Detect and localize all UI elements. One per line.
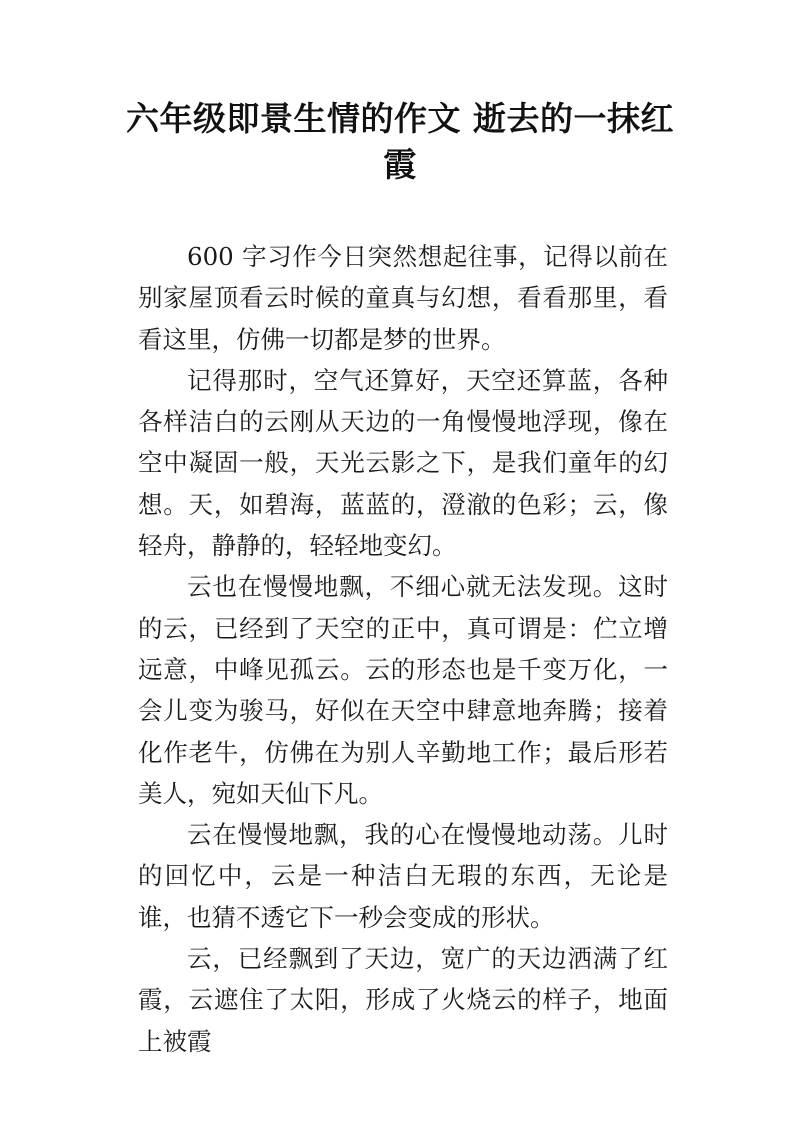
paragraph-1: 600 字习作今日突然想起往事，记得以前在别家屋顶看云时候的童真与幻想，看看那里，看看这里，仿佛一切都是梦的世界。 xyxy=(138,242,668,354)
document-body xyxy=(138,236,668,1062)
paragraph-5: 云，已经飘到了天边，宽广的天边洒满了红霞，云遮住了太阳，形成了火烧云的样子，地面上被霞 xyxy=(138,944,668,1056)
document-title: 六年级即景生情的作文 逝去的一抹红霞 xyxy=(126,99,674,184)
paragraph-3: 云也在慢慢地飘，不细心就无法发现。这时的云，已经到了天空的正中，真可谓是：伫立增远意，中峰见孤云。云的形态也是千变万化，一会儿变为骏马，好似在天空中肆意地奔腾；接着化作老牛，仿佛在为别人辛勤地工作；最后形若美人，宛如天仙下凡。 xyxy=(138,572,668,808)
paragraph-4: 云在慢慢地飘，我的心在慢慢地动荡。儿时的回忆中，云是一种洁白无瑕的东西，无论是谁，也猜不透它下一秒会变成的形状。 xyxy=(138,820,668,932)
paragraph-2: 记得那时，空气还算好，天空还算蓝，各种各样洁白的云刚从天边的一角慢慢地浮现，像在空中凝固一般，天光云影之下，是我们童年的幻想。天，如碧海，蓝蓝的，澄澈的色彩；云，像轻舟，静静的，轻轻地变幻。 xyxy=(138,365,668,561)
